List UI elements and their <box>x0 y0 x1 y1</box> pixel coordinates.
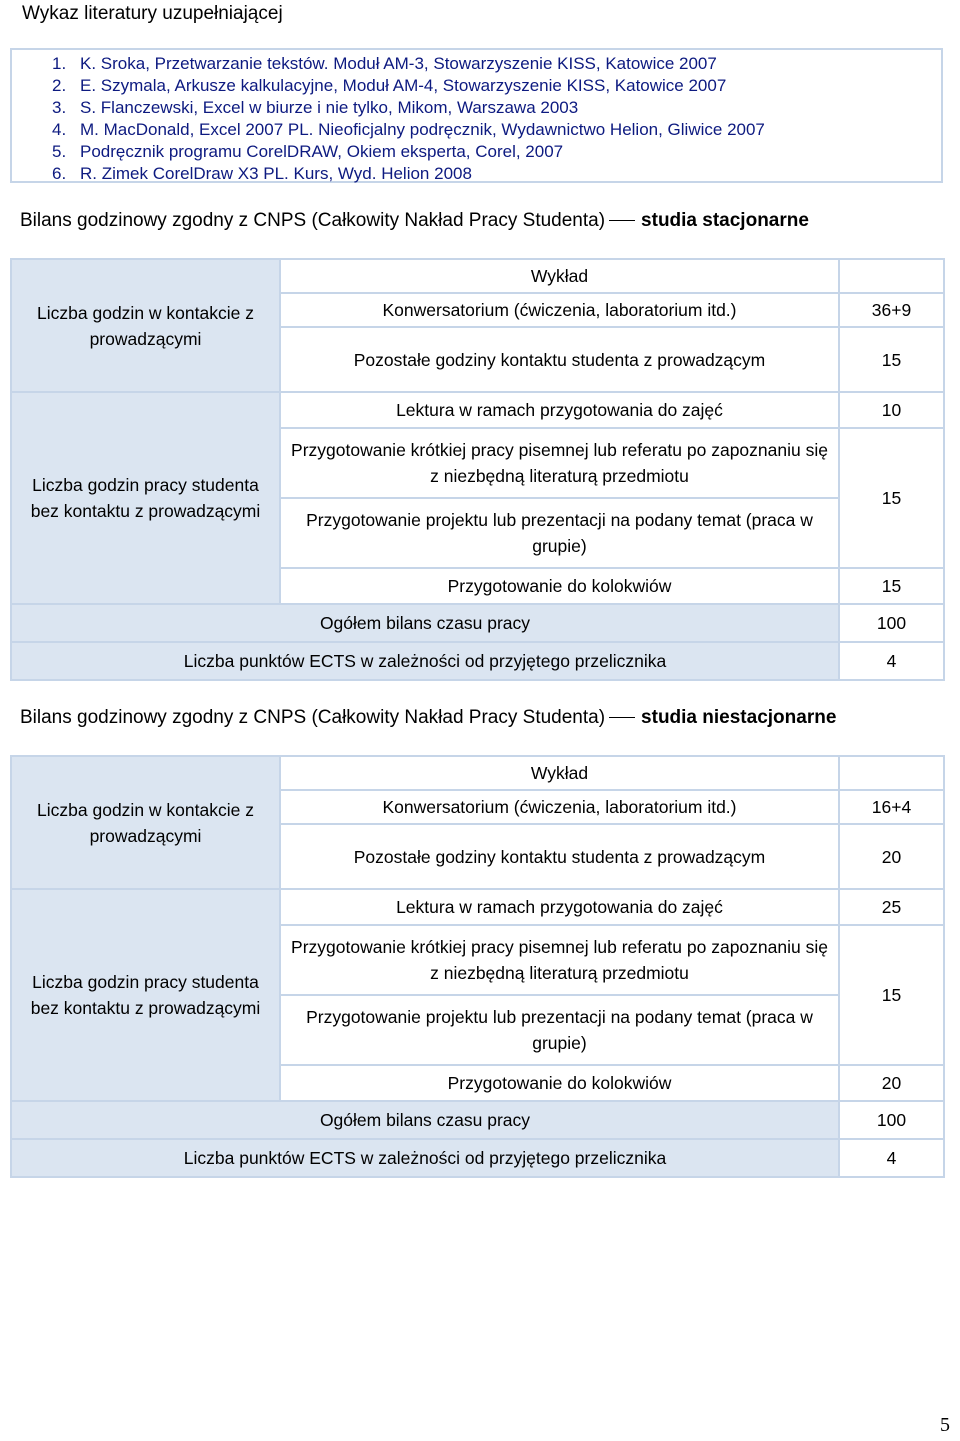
pozostale-label: Pozostałe godziny kontaktu studenta z prowadzącym <box>280 824 839 889</box>
ects-label: Liczba punktów ECTS w zależności od przyjętego przelicznika <box>11 642 839 680</box>
bilans-table-niestacjonarne <box>10 755 945 1178</box>
section-title-niestacjonarne <box>20 706 836 730</box>
section-title-mode: studia stacjonarne <box>641 210 809 231</box>
ogolem-value: 100 <box>839 1101 944 1139</box>
contact-hours-label: Liczba godzin w kontakcie z prowadzącymi <box>11 259 280 392</box>
kolokwia-value: 15 <box>839 568 944 604</box>
praca-pisemna-label: Przygotowanie krótkiej pracy pisemnej lub referatu po zapoznaniu się z niezbędną literaturą przedmiotu <box>280 925 839 995</box>
ects-label: Liczba punktów ECTS w zależności od przyjętego przelicznika <box>11 1139 839 1177</box>
list-text: Podręcznik programu CorelDRAW, Okiem eksperta, Corel, 2007 <box>80 142 564 161</box>
bilans-table-stacjonarne <box>10 258 945 681</box>
page-number: 5 <box>940 1414 950 1436</box>
ogolem-value: 100 <box>839 604 944 642</box>
wyklad-value <box>839 756 944 790</box>
kolokwia-label: Przygotowanie do kolokwiów <box>280 1065 839 1101</box>
lektura-label: Lektura w ramach przygotowania do zajęć <box>280 889 839 925</box>
ects-value: 4 <box>839 642 944 680</box>
praca-pisemna-label: Przygotowanie krótkiej pracy pisemnej lub referatu po zapoznaniu się z niezbędną literaturą przedmiotu <box>280 428 839 498</box>
page-heading: Wykaz literatury uzupełniającej <box>22 3 283 24</box>
title-dash <box>609 220 635 221</box>
self-study-hours-label: Liczba godzin pracy studenta bez kontaktu z prowadzącymi <box>11 889 280 1101</box>
self-study-hours-label: Liczba godzin pracy studenta bez kontaktu z prowadzącymi <box>11 392 280 604</box>
ects-value: 4 <box>839 1139 944 1177</box>
list-number: 6. <box>52 164 67 183</box>
praca-projekt-value: 15 <box>839 925 944 1065</box>
section-title-mode: studia niestacjonarne <box>641 707 837 728</box>
konwersatorium-label: Konwersatorium (ćwiczenia, laboratorium itd.) <box>280 790 839 824</box>
lektura-value: 25 <box>839 889 944 925</box>
konwersatorium-value: 36+9 <box>839 293 944 327</box>
list-number: 5. <box>52 142 67 161</box>
konwersatorium-value: 16+4 <box>839 790 944 824</box>
section-title-stacjonarne <box>20 209 809 233</box>
list-text: S. Flanczewski, Excel w biurze i nie tylko, Mikom, Warszawa 2003 <box>80 98 579 117</box>
list-number: 4. <box>52 120 67 139</box>
ogolem-label: Ogółem bilans czasu pracy <box>11 604 839 642</box>
list-text: M. MacDonald, Excel 2007 PL. Nieoficjalny podręcznik, Wydawnictwo Helion, Gliwice 2007 <box>80 120 765 139</box>
list-number: 3. <box>52 98 67 117</box>
pozostale-value: 20 <box>839 824 944 889</box>
list-number: 1. <box>52 54 67 73</box>
list-number: 2. <box>52 76 67 95</box>
list-text: E. Szymala, Arkusze kalkulacyjne, Moduł AM-4, Stowarzyszenie KISS, Katowice 2007 <box>80 76 727 95</box>
pozostale-value: 15 <box>839 327 944 392</box>
konwersatorium-label: Konwersatorium (ćwiczenia, laboratorium itd.) <box>280 293 839 327</box>
wyklad-label: Wykład <box>280 756 839 790</box>
list-text: R. Zimek CorelDraw X3 PL. Kurs, Wyd. Helion 2008 <box>80 164 472 183</box>
projekt-label: Przygotowanie projektu lub prezentacji na podany temat (praca w grupie) <box>280 498 839 568</box>
section-title-text: Bilans godzinowy zgodny z CNPS (Całkowity Nakład Pracy Studenta) <box>20 707 606 728</box>
title-dash <box>609 717 635 718</box>
section-title-text: Bilans godzinowy zgodny z CNPS (Całkowity Nakład Pracy Studenta) <box>20 210 606 231</box>
wyklad-value <box>839 259 944 293</box>
pozostale-label: Pozostałe godziny kontaktu studenta z prowadzącym <box>280 327 839 392</box>
ogolem-label: Ogółem bilans czasu pracy <box>11 1101 839 1139</box>
kolokwia-value: 20 <box>839 1065 944 1101</box>
list-text: K. Sroka, Przetwarzanie tekstów. Moduł AM-3, Stowarzyszenie KISS, Katowice 2007 <box>80 54 717 73</box>
praca-projekt-value: 15 <box>839 428 944 568</box>
literature-box <box>10 48 943 183</box>
lektura-value: 10 <box>839 392 944 428</box>
lektura-label: Lektura w ramach przygotowania do zajęć <box>280 392 839 428</box>
wyklad-label: Wykład <box>280 259 839 293</box>
projekt-label: Przygotowanie projektu lub prezentacji na podany temat (praca w grupie) <box>280 995 839 1065</box>
kolokwia-label: Przygotowanie do kolokwiów <box>280 568 839 604</box>
contact-hours-label: Liczba godzin w kontakcie z prowadzącymi <box>11 756 280 889</box>
